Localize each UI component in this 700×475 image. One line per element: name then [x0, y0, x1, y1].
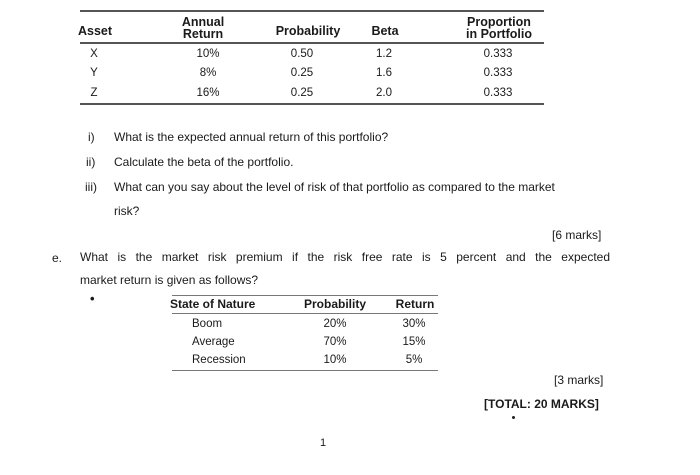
cell-asset: Y	[90, 67, 98, 79]
page-number: 1	[320, 437, 327, 449]
question-number: iii)	[85, 180, 97, 194]
header-annual-return-line1: Annual	[181, 15, 225, 29]
question-text: Calculate the beta of the portfolio.	[114, 155, 294, 169]
cell-probability: 70%	[323, 336, 347, 348]
cell-proportion: 0.333	[483, 87, 513, 99]
table-header-rule	[80, 42, 544, 44]
marks-part-e: [3 marks]	[554, 373, 604, 387]
header-beta: Beta	[371, 24, 399, 38]
cell-state: Recession	[192, 354, 246, 366]
question-number: ii)	[86, 155, 96, 169]
cell-return: 5%	[405, 354, 423, 366]
question-text-continued: risk?	[114, 204, 140, 218]
cell-probability: 0.50	[290, 48, 314, 60]
question-text: What can you say about the level of risk of that portfolio as compared to the market	[114, 180, 555, 194]
cell-probability: 10%	[323, 354, 347, 366]
table2-bottom-rule	[172, 370, 438, 371]
header-state-of-nature: State of Nature	[170, 297, 256, 311]
table2-header-rule	[172, 313, 438, 314]
cell-return: 15%	[402, 336, 426, 348]
cell-asset: Z	[90, 87, 98, 99]
part-e-line2: market return is given as follows?	[80, 273, 259, 287]
cell-return: 8%	[199, 67, 217, 79]
header-return: Return	[395, 297, 435, 311]
header-asset: Asset	[78, 24, 113, 38]
cell-probability: 0.25	[290, 67, 314, 79]
table-top-rule	[80, 10, 544, 12]
cell-return: 30%	[402, 318, 426, 330]
cell-beta: 2.0	[376, 87, 392, 99]
cell-proportion: 0.333	[483, 48, 513, 60]
cell-asset: X	[90, 48, 98, 60]
table2-top-rule	[172, 295, 438, 296]
stray-dot	[512, 416, 515, 419]
question-number: i)	[88, 130, 95, 144]
question-text: What is the expected annual return of this portfolio?	[114, 130, 389, 144]
total-marks: [TOTAL: 20 MARKS]	[484, 397, 599, 411]
header-probability: Probability	[303, 297, 366, 311]
header-annual-return-line2: Return	[182, 27, 224, 41]
cell-return: 16%	[196, 87, 220, 99]
header-proportion-line1: Proportion	[467, 15, 531, 29]
cell-beta: 1.2	[376, 48, 392, 60]
cell-state: Average	[192, 336, 235, 348]
cell-beta: 1.6	[376, 67, 392, 79]
cell-state: Boom	[192, 318, 223, 330]
header-probability: Probability	[275, 24, 341, 38]
marks-part-d: [6 marks]	[552, 228, 602, 242]
cell-return: 10%	[196, 48, 220, 60]
cell-probability: 20%	[323, 318, 347, 330]
bullet-mark: •	[90, 291, 95, 306]
table-bottom-rule	[80, 103, 544, 105]
part-e-line1: What is the market risk premium if the risk free rate is 5 percent and the expected	[80, 250, 610, 264]
part-e-label: e.	[52, 251, 63, 265]
cell-probability: 0.25	[290, 87, 314, 99]
header-proportion-line2: in Portfolio	[466, 27, 532, 41]
cell-proportion: 0.333	[483, 67, 513, 79]
